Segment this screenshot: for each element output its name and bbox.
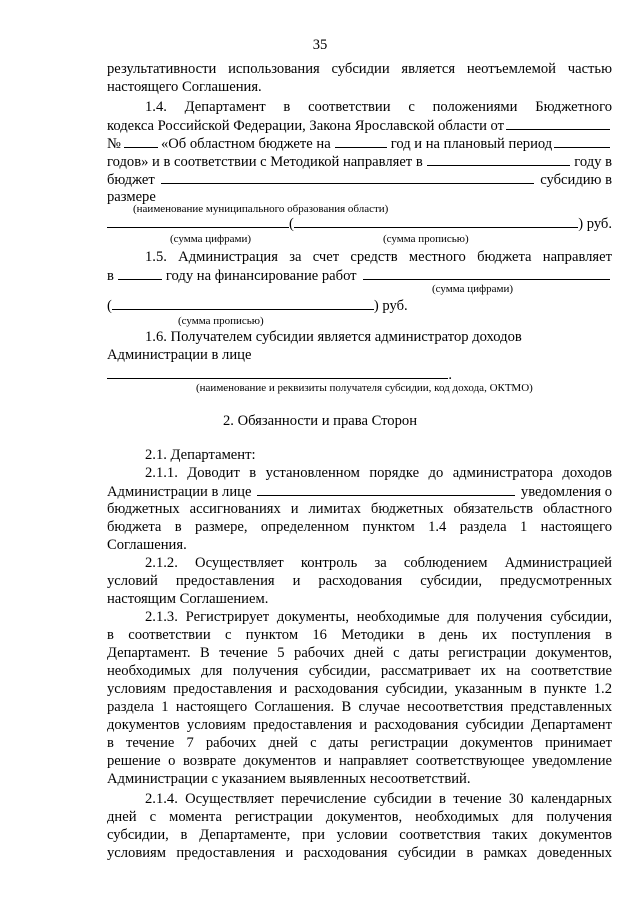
- blank-field[interactable]: [427, 152, 571, 166]
- blank-field[interactable]: [363, 266, 610, 280]
- text-line: условиям предоставления и расходования субсидии в рамках доведенных: [107, 845, 612, 861]
- text-line: раздела 1 настоящего Соглашения. В случае несоответствия представленных: [107, 699, 612, 715]
- blank-field[interactable]: [294, 214, 578, 228]
- clause-1-4: 1.4. Департамент в соответствии с положениями Бюджетного: [145, 99, 612, 115]
- blank-field[interactable]: [118, 266, 162, 280]
- blank-field[interactable]: [107, 365, 448, 379]
- text-line: бюджет субсидию в: [107, 172, 612, 188]
- clause-1-5: 1.5. Администрация за счет средств местного бюджета направляет: [145, 249, 612, 265]
- clause-2-1: 2.1. Департамент:: [145, 447, 256, 463]
- clause-2-1-3: 2.1.3. Регистрирует документы, необходимые для получения субсидии,: [145, 609, 612, 625]
- text-line: бюджетных ассигнованиях и лимитах бюджетных обязательств областного: [107, 501, 612, 517]
- text-line: необходимых для получения субсидии, рассматривает их на соответствие: [107, 663, 612, 679]
- text-line: решение о возврате документов и направляет соответствующее уведомление: [107, 753, 612, 769]
- text-line: настоящего Соглашения.: [107, 79, 262, 95]
- page-number: 35: [312, 37, 328, 53]
- field-caption: (наименование муниципального образования области): [133, 203, 389, 215]
- text-line: результативности использования субсидии является неотъемлемой частью: [107, 61, 612, 77]
- text-line: в году на финансирование работ: [107, 266, 612, 285]
- blank-field[interactable]: [506, 116, 610, 130]
- blank-field[interactable]: [335, 134, 387, 148]
- text-line: ( ) руб.: [107, 298, 408, 314]
- clause-2-1-2: 2.1.2. Осуществляет контроль за соблюдением Администрацией: [145, 555, 612, 571]
- blank-field[interactable]: [161, 170, 534, 184]
- text-line: Администрации в лице: [107, 347, 252, 363]
- text-line: ( ) руб.: [107, 214, 612, 233]
- text-line: документов условиям предоставления и расходования субсидии Департамент: [107, 717, 612, 733]
- blank-field[interactable]: [257, 482, 514, 496]
- blank-field[interactable]: [112, 296, 374, 310]
- text-line: Соглашения.: [107, 537, 187, 553]
- text-line: условий предоставления и расходования субсидии, предусмотренных: [107, 573, 612, 589]
- clause-2-1-4: 2.1.4. Осуществляет перечисление субсидии в течение 30 календарных: [145, 791, 612, 807]
- text-line: № «Об областном бюджете на год и на плановый период: [107, 134, 612, 153]
- text-line: дней с момента регистрации документов, необходимых для получения: [107, 809, 612, 825]
- text-line: в соответствии с пунктом 16 Методики в день их поступления в: [107, 627, 612, 643]
- field-caption: (сумма цифрами): [432, 283, 514, 295]
- field-caption: (наименование и реквизиты получателя субсидии, код дохода, ОКТМО): [196, 382, 533, 394]
- blank-field[interactable]: [107, 214, 289, 228]
- field-caption: (сумма прописью): [383, 233, 469, 245]
- text-line: в течение 7 рабочих дней с даты регистрации документов принимает: [107, 735, 612, 751]
- section-heading: 2. Обязанности и права Сторон: [222, 413, 418, 429]
- field-caption: (сумма цифрами): [170, 233, 252, 245]
- text-line: .: [107, 365, 452, 384]
- text-line: условиям предоставления и расходования субсидии, указанным в пункте 1.2: [107, 681, 612, 697]
- text-line: бюджета в размере, определенном пунктом 1.4 раздела 1 настоящего: [107, 519, 612, 535]
- text-line: настоящим Соглашением.: [107, 591, 269, 607]
- clause-1-6: 1.6. Получателем субсидии является администратор доходов: [145, 329, 522, 345]
- blank-field[interactable]: [554, 134, 610, 148]
- text-line: годов» и в соответствии с Методикой направляет в году в: [107, 154, 612, 170]
- blank-field[interactable]: [124, 134, 158, 148]
- text-line: Департамент. В течение 5 рабочих дней с даты регистрации документов,: [107, 645, 612, 661]
- text-line: субсидии, в Департаменте, при условии соответствия таких документов: [107, 827, 612, 843]
- text-line: Администрации в лице уведомления о: [107, 484, 612, 500]
- text-line: размере: [107, 189, 156, 205]
- text-line: Администрации с указанием выявленных несоответствий.: [107, 771, 471, 787]
- clause-2-1-1: 2.1.1. Доводит в установленном порядке до администратора доходов: [145, 465, 612, 481]
- text-line: кодекса Российской Федерации, Закона Ярославской области от: [107, 116, 612, 135]
- field-caption: (сумма прописью): [178, 315, 264, 327]
